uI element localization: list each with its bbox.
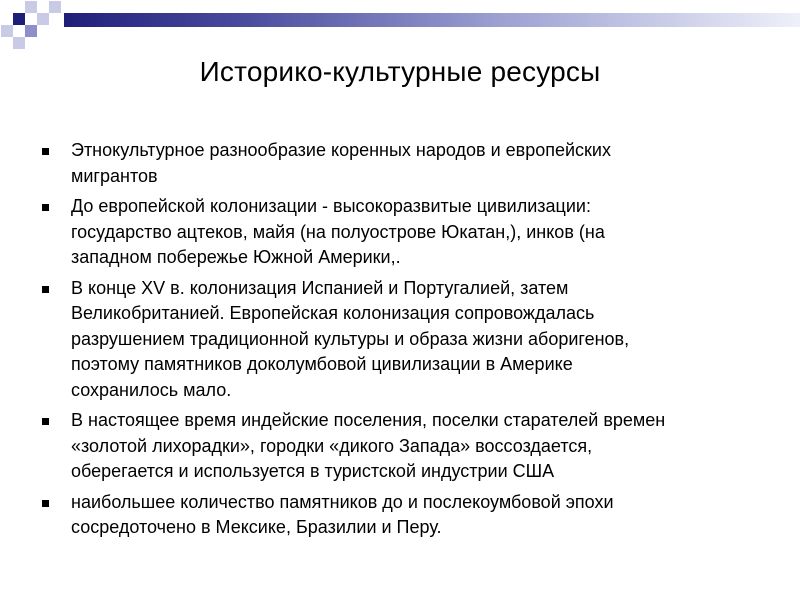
- bullet-item: [42, 194, 742, 271]
- deco-square-light: [49, 1, 61, 13]
- square-bullet-icon: [42, 418, 49, 425]
- deco-square-light: [25, 1, 37, 13]
- bullet-text: наибольшее количество памятников до и послекоумбовой эпохи сосредоточено в Мексике, Бразилии и Перу.: [71, 491, 614, 537]
- bullet-text: До европейской колонизации - высокоразвитые цивилизации: государство ацтеков, майя (на полуострове Юкатан,), инков (на западном побережье Южной Америки,.: [71, 196, 605, 267]
- square-bullet-icon: [42, 286, 49, 293]
- bullet-item: [42, 138, 742, 189]
- bullet-list: [42, 138, 742, 546]
- square-bullet-icon: [42, 204, 49, 211]
- deco-square-mid: [25, 25, 37, 37]
- bullet-item: [42, 408, 742, 485]
- bullet-text: В настоящее время индейские поселения, поселки старателей времен «золотой лихорадки», городки «дикого Запада» воссоздается, оберегается и используется в туристской индустрии США: [71, 410, 666, 481]
- decorative-squares: [0, 0, 64, 52]
- bullet-item: [42, 276, 742, 404]
- deco-square-light: [13, 37, 25, 49]
- bullet-text: Этнокультурное разнообразие коренных народов и европейских мигрантов: [71, 140, 611, 186]
- deco-square-light: [1, 25, 13, 37]
- bullet-text: В конце XV в. колонизация Испанией и Португалией, затем Великобританией. Европейская колонизация сопровождалась разрушением традиционной культуры и образа жизни аборигенов, поэтому памятников доколумбовой цивилизации в Америке сохранилось мало.: [71, 277, 630, 400]
- deco-square-dark: [13, 13, 25, 25]
- slide-title: Историко-культурные ресурсы: [199, 56, 601, 87]
- deco-square-light: [37, 13, 49, 25]
- bullet-item: [42, 490, 742, 541]
- square-bullet-icon: [42, 148, 49, 155]
- square-bullet-icon: [42, 500, 49, 507]
- header-gradient-band: [64, 13, 800, 27]
